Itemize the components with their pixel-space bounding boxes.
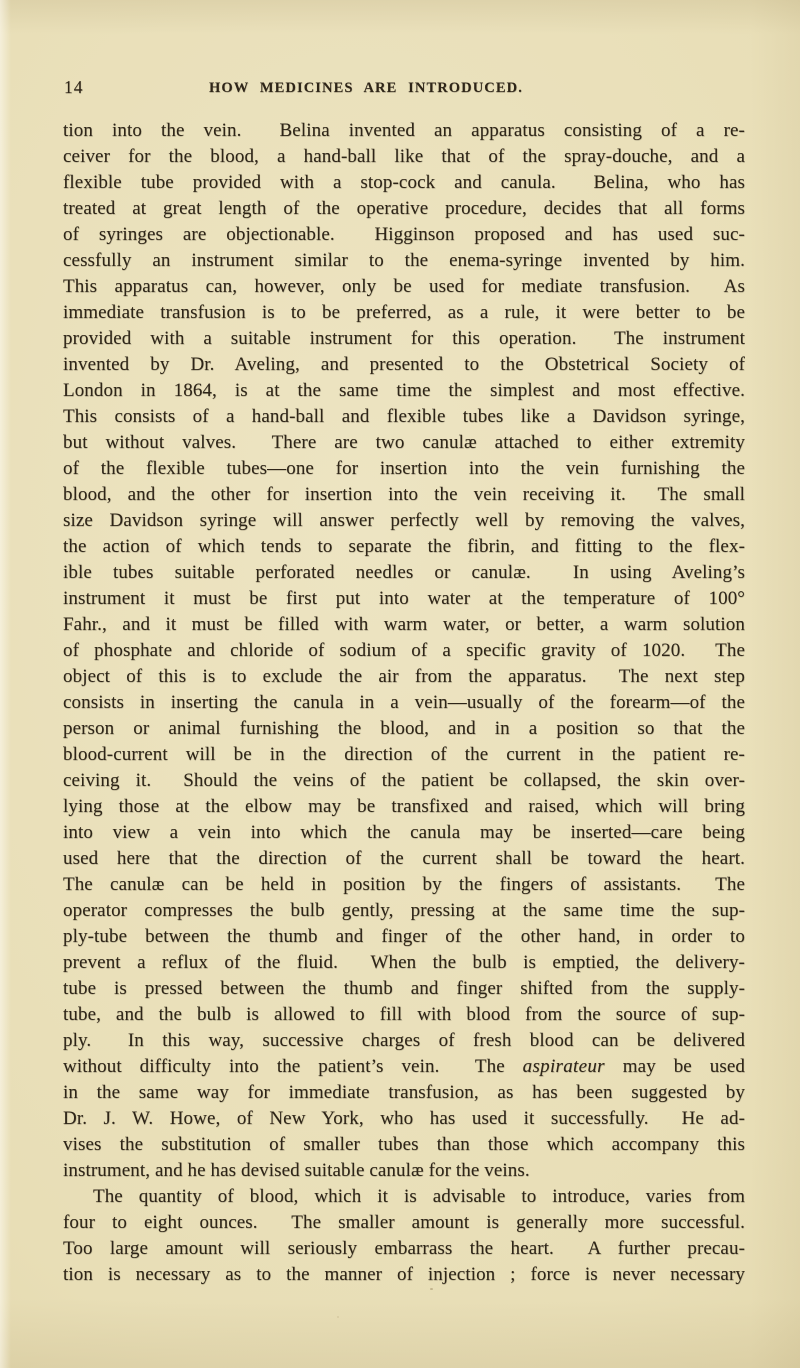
text-line: prevent a reflux of the fluid. When the bulb is emptied, the delivery- bbox=[63, 952, 745, 973]
text-line: lying those at the elbow may be transfixed and raised, which will bring bbox=[63, 796, 745, 817]
page-number: 14 bbox=[64, 77, 84, 97]
text-line: The canulæ can be held in position by the fingers of assistants. The bbox=[63, 874, 745, 895]
running-header bbox=[0, 76, 800, 100]
text-line: cessfully an instrument similar to the enema-syringe invented by him. bbox=[63, 250, 745, 271]
text-line: tion is necessary as to the manner of injection ; force is never necessary bbox=[63, 1264, 745, 1285]
text-line: person or animal furnishing the blood, and in a position so that the bbox=[63, 718, 745, 739]
scan-speck bbox=[337, 1316, 339, 1318]
text-line: London in 1864, is at the same time the simplest and most effective. bbox=[63, 380, 745, 401]
text-line: Fahr., and it must be filled with warm water, or better, a warm solution bbox=[63, 614, 745, 635]
text-line: size Davidson syringe will answer perfectly well by removing the valves, bbox=[63, 510, 745, 531]
text-line: instrument it must be first put into water at the temperature of 100° bbox=[63, 588, 745, 609]
text-line: ply-tube between the thumb and finger of the other hand, in order to bbox=[63, 926, 745, 947]
text-line: instrument, and he has devised suitable canulæ for the veins. bbox=[63, 1160, 530, 1181]
text-line: This apparatus can, however, only be used for mediate transfusion. As bbox=[63, 276, 745, 297]
text-line: tube, and the bulb is allowed to fill with blood from the source of sup- bbox=[63, 1004, 745, 1025]
text-line: This consists of a hand-ball and flexible tubes like a Davidson syringe, bbox=[63, 406, 745, 427]
text-line: without difficulty into the patient’s vein. The aspirateur may be used bbox=[63, 1056, 745, 1077]
text-line: object of this is to exclude the air from the apparatus. The next step bbox=[63, 666, 745, 687]
text-line: invented by Dr. Aveling, and presented to the Obstetrical Society of bbox=[63, 354, 745, 375]
text-line: treated at great length of the operative procedure, decides that all forms bbox=[63, 198, 745, 219]
page-body bbox=[63, 118, 745, 1288]
text-line: used here that the direction of the current shall be toward the heart. bbox=[63, 848, 745, 869]
text-line: but without valves. There are two canulæ attached to either extremity bbox=[63, 432, 745, 453]
text-line: blood, and the other for insertion into the vein receiving it. The small bbox=[63, 484, 745, 505]
text-line: tion into the vein. Belina invented an apparatus consisting of a re- bbox=[63, 120, 745, 141]
text-line: vises the substitution of smaller tubes than those which accompany this bbox=[63, 1134, 745, 1155]
text-line: into view a vein into which the canula may be inserted—care being bbox=[63, 822, 745, 843]
scan-speck bbox=[430, 1288, 433, 1290]
text-line: Too large amount will seriously embarrass the heart. A further precau- bbox=[63, 1238, 745, 1259]
text-line: blood-current will be in the direction of the current in the patient re- bbox=[63, 744, 745, 765]
text-line: immediate transfusion is to be preferred, as a rule, it were better to be bbox=[63, 302, 745, 323]
text-line: the action of which tends to separate the fibrin, and fitting to the flex- bbox=[63, 536, 745, 557]
text-line: four to eight ounces. The smaller amount is generally more successful. bbox=[63, 1212, 745, 1233]
italic-term: aspirateur bbox=[522, 1056, 605, 1077]
text-line: Dr. J. W. Howe, of New York, who has used it successfully. He ad- bbox=[63, 1108, 745, 1129]
text-line: ply. In this way, successive charges of fresh blood can be delivered bbox=[63, 1030, 745, 1051]
text-line: The quantity of blood, which it is advisable to introduce, varies from bbox=[93, 1186, 745, 1207]
text-line: operator compresses the bulb gently, pressing at the same time the sup- bbox=[63, 900, 745, 921]
paragraph bbox=[63, 118, 745, 1184]
paragraph bbox=[63, 1184, 745, 1288]
text-line: consists in inserting the canula in a vein—usually of the forearm—of the bbox=[63, 692, 745, 713]
text-line: in the same way for immediate transfusion, as has been suggested by bbox=[63, 1082, 745, 1103]
text-line: of syringes are objectionable. Higginson proposed and has used suc- bbox=[63, 224, 745, 245]
text-line: of phosphate and chloride of sodium of a specific gravity of 1020. The bbox=[63, 640, 745, 661]
text-line: flexible tube provided with a stop-cock and canula. Belina, who has bbox=[63, 172, 745, 193]
text-line: of the flexible tubes—one for insertion into the vein furnishing the bbox=[63, 458, 745, 479]
text-line: ceiving it. Should the veins of the patient be collapsed, the skin over- bbox=[63, 770, 745, 791]
text-line: ceiver for the blood, a hand-ball like that of the spray-douche, and a bbox=[63, 146, 745, 167]
text-line: ible tubes suitable perforated needles or canulæ. In using Aveling’s bbox=[63, 562, 745, 583]
text-line: tube is pressed between the thumb and finger shifted from the supply- bbox=[63, 978, 745, 999]
text-line: provided with a suitable instrument for this operation. The instrument bbox=[63, 328, 745, 349]
running-title: HOW MEDICINES ARE INTRODUCED. bbox=[209, 80, 523, 96]
